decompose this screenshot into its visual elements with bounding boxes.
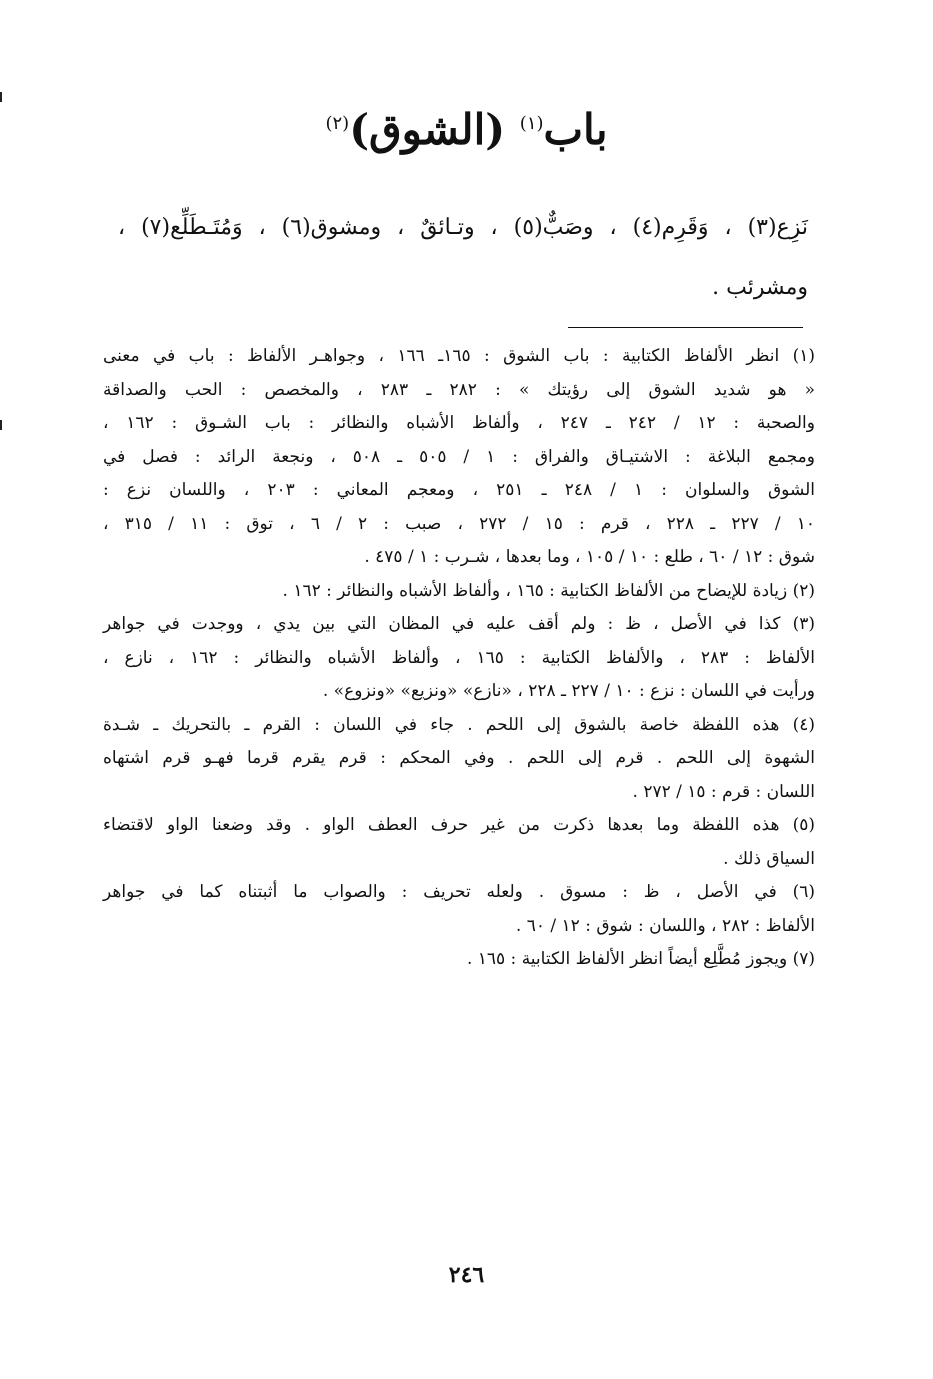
footnote-line: (٢) زيادة للإيضاح من الألفاظ الكتابية : ١٦٥ ، وألفاظ الأشباه والنظائر : ١٦٢ .: [282, 580, 815, 601]
footnote-line: ورأيت في اللسان : نزع : ١٠ / ٢٢٧ ـ ٢٢٨ ، «نازع» «ونزيع» «ونزوع» .: [322, 681, 815, 701]
title-footnote-ref-2: (٢): [325, 113, 350, 134]
title-word-bab: باب: [543, 105, 608, 154]
footnote-7: [103, 943, 815, 977]
page-number: ٢٤٦: [448, 1262, 485, 1288]
footnote-line: اللسان : قرم : ١٥ / ٢٧٢ .: [632, 781, 815, 802]
footnote-3: [103, 608, 815, 709]
footnote-line: والصحبة : ١٢ / ٢٤٢ ـ ٢٤٧ ، وألفاظ الأشباه والنظائر : باب الشـوق : ١٦٢ ،: [103, 413, 815, 433]
footnote-line: « هو شديد الشوق إلى رؤيتك » : ٢٨٢ ـ ٢٨٣ ، والمخصص : الحب والصداقة: [103, 379, 815, 400]
footnote-6: [103, 876, 815, 943]
footnote-line: ١٠ / ٢٢٧ ـ ٢٢٨ ، قرم : ١٥ / ٢٧٢ ، صبب : ٢ / ٦ ، توق : ١١ / ٣١٥ ،: [103, 513, 815, 534]
main-text-line-1: نَزِع(٣) ، وَقَرِم(٤) ، وصَبٌّ(٥) ، وتـائقٌ ، ومشوق(٦) ، وَمُتَـطَلِّع(٧) ،: [118, 215, 808, 240]
main-text-line-2: ومشرئب .: [712, 275, 808, 300]
main-text: [118, 198, 808, 318]
footnote-line: الشهوة إلى اللحم . قرم إلى اللحم . وفي المحكم : قرم يقرم قرما فهـو قرم اشتهاه: [103, 748, 815, 768]
footnote-2: [103, 575, 815, 609]
footnote-line: (٦) في الأصل ، ظ : مسوق . ولعله تحريف : والصواب ما أثبتناه كما في جواهر: [103, 882, 815, 902]
footnote-line: (٤) هذه اللفظة خاصة بالشوق إلى اللحم . جاء في اللسان : القرم ـ بالتحريك ـ شـدة: [103, 714, 815, 735]
footnote-line: ومجمع البلاغة : الاشتيـاق والفراق : ١ / ٥٠٥ ـ ٥٠٨ ، ونجعة الرائد : فصل في: [103, 446, 815, 467]
scan-edge-mark: [0, 92, 2, 102]
footnote-divider: [568, 327, 803, 328]
footnote-line: (٥) هذه اللفظة وما بعدها ذكرت من غير حرف العطف الواو . وقد وضعنا الواو لاقتضاء: [103, 815, 815, 835]
footnote-line: (٣) كذا في الأصل ، ظ : ولم أقف عليه في المظان التي بين يدي ، ووجدت في جواهر: [103, 614, 815, 634]
footnote-4: [103, 709, 815, 810]
footnote-line: الألفاظ : ٢٨٣ ، والألفاظ الكتابية : ١٦٥ ، وألفاظ الأشباه والنظائر : ١٦٢ ، نازع ،: [103, 647, 816, 668]
scan-edge-mark: [0, 420, 2, 430]
footnote-line: (٧) ويجوز مُطَّلِع أيضاً انظر الألفاظ الكتابية : ١٦٥ .: [466, 949, 815, 969]
footnote-line: السياق ذلك .: [723, 848, 815, 869]
page-title: [0, 105, 933, 155]
footnote-line: الشوق والسلوان : ١ / ٢٤٨ ـ ٢٥١ ، ومعجم المعاني : ٢٠٣ ، واللسان نزع :: [103, 480, 816, 500]
title-footnote-ref-1: (١): [519, 113, 544, 134]
footnotes: [103, 340, 815, 977]
footnote-line: الألفاظ : ٢٨٢ ، واللسان : شوق : ١٢ / ٦٠ .: [515, 915, 815, 936]
footnote-line: شوق : ١٢ / ٦٠ ، طلع : ١٠ / ١٠٥ ، وما بعدها ، شـرب : ١ / ٤٧٥ .: [364, 547, 815, 567]
footnote-5: [103, 809, 815, 876]
title-word-shawq: (الشوق): [349, 105, 506, 154]
footnote-1: [103, 340, 815, 575]
footnote-line: (١) انظر الألفاظ الكتابية : باب الشوق : ١٦٥ـ ١٦٦ ، وجواهـر الألفاظ : باب في معنى: [103, 346, 815, 366]
